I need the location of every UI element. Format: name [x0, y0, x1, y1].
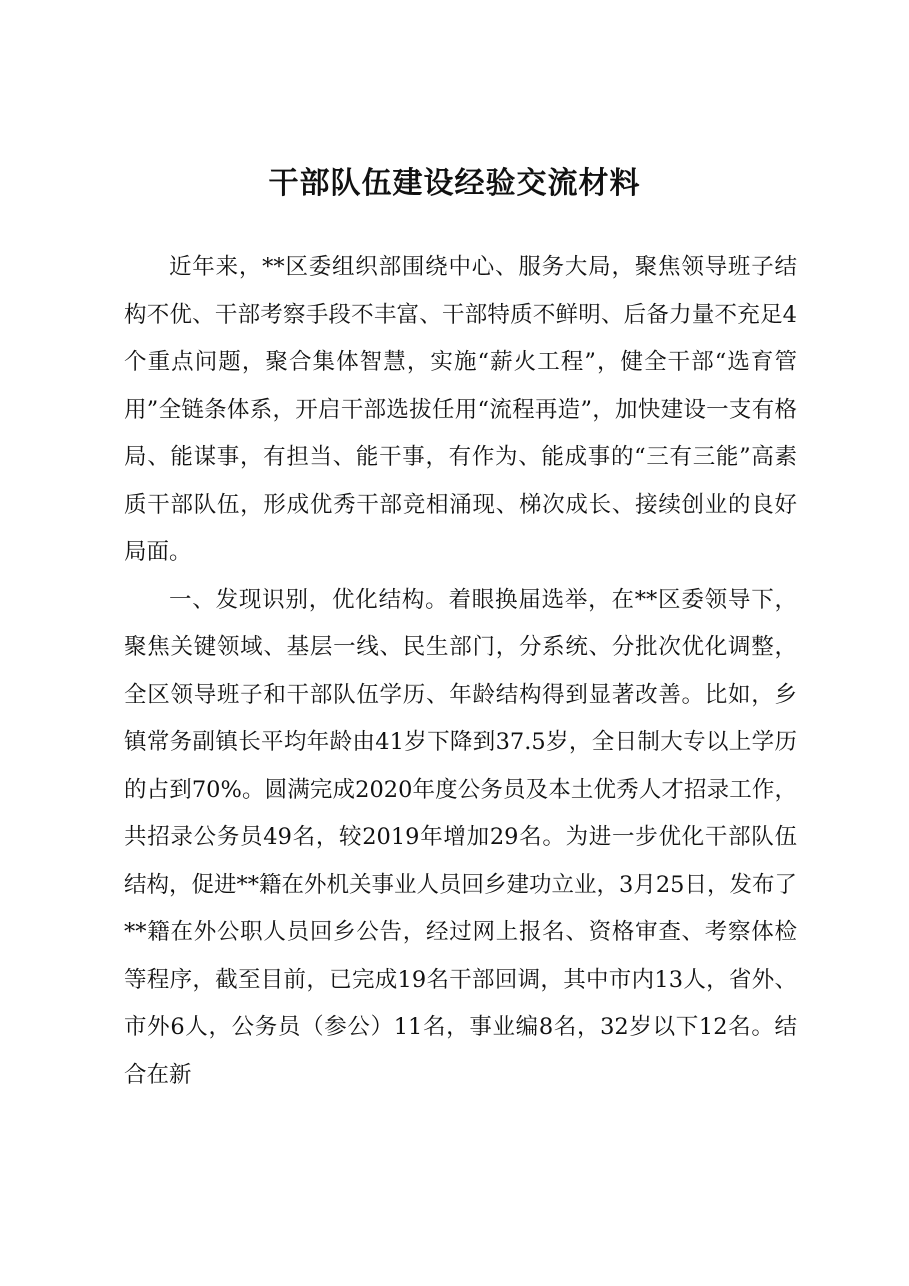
document-title: 干部队伍建设经验交流材料 [268, 166, 641, 201]
document-body [124, 244, 797, 1099]
paragraph-intro: 近年来，**区委组织部围绕中心、服务大局，聚焦领导班子结构不优、干部考察手段不丰富、干部特质不鲜明、后备力量不充足4个重点问题，聚合集体智慧，实施“薪火工程”，健全干部“选育管用”全链条体系，开启干部选拔任用“流程再造”，加快建设一支有格局、能谋事，有担当、能干事，有作为、能成事的“三有三能”高素质干部队伍，形成优秀干部竞相涌现、梯次成长、接续创业的良好局面。 [124, 254, 797, 565]
paragraph-section-one: 一、发现识别，优化结构。着眼换届选举，在**区委领导下，聚焦关键领域、基层一线、民生部门，分系统、分批次优化调整，全区领导班子和干部队伍学历、年龄结构得到显著改善。比如，乡镇常务副镇长平均年龄由41岁下降到37.5岁，全日制大专以上学历的占到70%。圆满完成2020年度公务员及本土优秀人才招录工作，共招录公务员49名，较2019年增加29名。为进一步优化干部队伍结构，促进**籍在外机关事业人员回乡建功立业，3月25日，发布了**籍在外公职人员回乡公告，经过网上报名、资格审查、考察体检等程序，截至目前，已完成19名干部回调，其中市内13人，省外、市外6人，公务员（参公）11名，事业编8名，32岁以下12名。结合在新 [124, 586, 797, 1088]
